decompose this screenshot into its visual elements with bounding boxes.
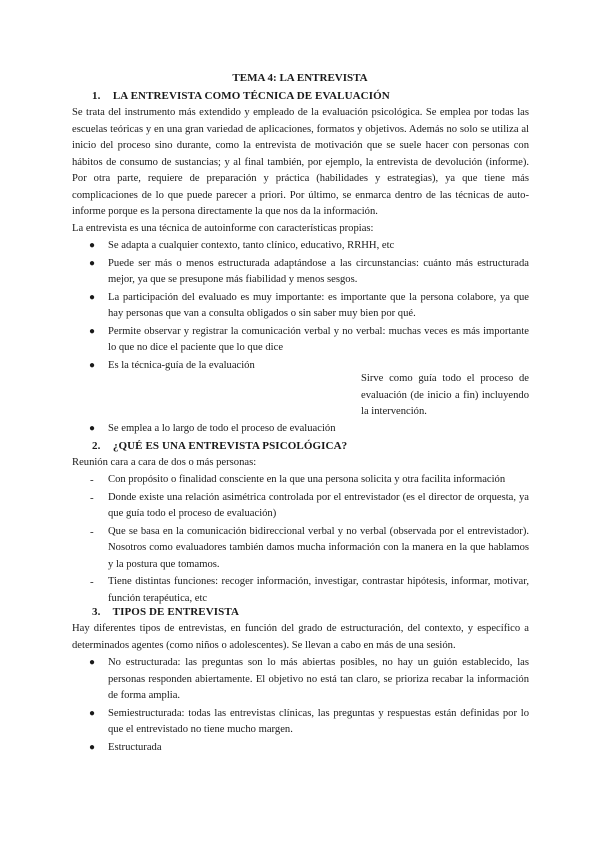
section-3-number: 3. [92, 606, 101, 618]
list-item: - Tiene distintas funciones: recoger información, investigar, contrastar hipótesis, informar, motivar, función terapéutica, etc [90, 576, 529, 604]
list-item: ● No estructurada: las preguntas son lo más abiertas posibles, no hay un guión establecido, las personas responden abiertamente. El objetivo no está tan claro, se prioriza recabar la información de forma amplia. [89, 657, 529, 701]
list-item: ● Se emplea a lo largo de todo el proceso de evaluación [72, 421, 529, 438]
list-item: ● Permite observar y registrar la comunicación verbal y no verbal: muchas veces es más importante lo que no dice el paciente que lo que dice [89, 325, 529, 353]
bullet-icon: ● [89, 657, 96, 668]
section-2-heading [92, 438, 347, 455]
dash-icon: - [90, 576, 94, 588]
section-2-intro: Reunión cara a cara de dos o más personas: [72, 457, 257, 468]
list-item: ● Semiestructurada: todas las entrevistas clínicas, las preguntas y respuestas están definidas por lo que el entrevistado no tiene mucho margen. [89, 707, 529, 735]
bullet-icon: ● [89, 741, 96, 753]
bullet-icon: ● [89, 240, 96, 251]
bullet-icon: ● [89, 359, 96, 371]
dash-icon: - [90, 474, 94, 486]
section-3-intro: Hay diferentes tipos de entrevistas, en función del grado de estructuración, del contexto, y específico a determinados agentes (como niños o adolescentes). Se llevan a cabo en más de una sesión. [72, 623, 529, 651]
section-2-number: 2. [92, 440, 101, 452]
bullet-icon: ● [89, 423, 96, 434]
section-1-title: LA ENTREVISTA COMO TÉCNICA DE EVALUACIÓN [112, 90, 390, 102]
list-item: ● La participación del evaluado es muy importante: es importante que la persona colabore, ya que hay personas que van a consulta obligados o sin saber muy bien por qué. [89, 291, 529, 319]
list-item: ● Estructurada [72, 740, 529, 757]
list-item: ● Es la técnica-guía de la evaluación [72, 358, 529, 375]
section-1-bullet-list [72, 238, 529, 374]
bullet-icon: ● [89, 707, 96, 719]
dash-icon: - [90, 491, 94, 504]
section-1-final-bullet [72, 421, 529, 438]
list-item: - Donde existe una relación asimétrica controlada por el entrevistador (es el director de orquesta, ya que guía todo el proceso de evaluación) [90, 491, 529, 519]
document-title: TEMA 4: LA ENTREVISTA [232, 72, 368, 84]
bullet-icon: ● [89, 291, 96, 303]
section-3-heading [92, 604, 239, 621]
section-2-title: ¿QUÉ ES UNA ENTREVISTA PSICOLÓGICA? [112, 440, 348, 452]
guide-sidenote: Sirve como guía todo el proceso de evaluación (de inicio a fin) incluyendo la intervención. [361, 373, 529, 417]
bullet-icon: ● [89, 325, 96, 337]
section-1-paragraph: Se trata del instrumento más extendido y empleado de la evaluación psicológica. Se emplea por todas las escuelas teóricas y en una gran variedad de aplicaciones, formatos y objetivos. Además no solo se utiliza al inicio del proceso sino durante, como la entrevista de motivación que se suele hacer con personas con hábitos de consumo de sustancias; y al final también, por ejemplo, la entrevista de devolución (informe). Por otra parte, requiere de preparación y práctica (habilidades y estrategias), ya que tiene más complicaciones de lo que puede parecer a priori. Por último, se enmarca dentro de las técnicas de auto-informe porque es la persona directamente la que nos da la información. [72, 107, 529, 217]
section-1-intro: La entrevista es una técnica de autoinforme con características propias: [72, 223, 374, 234]
list-item: ● Se adapta a cualquier contexto, tanto clínico, educativo, RRHH, etc [72, 238, 529, 255]
section-1-heading [92, 88, 390, 105]
bullet-icon: ● [89, 257, 96, 269]
section-3-bullet-list [72, 655, 529, 756]
section-1-number: 1. [92, 90, 101, 102]
list-item: - Que se basa en la comunicación bidireccional verbal y no verbal (observada por el entrevistador). Nosotros como evaluadores también damos mucha información con la manera en la que hablamos y la postura que tomamos. [90, 525, 529, 570]
section-2-dash-list [72, 472, 529, 607]
list-item: ● Puede ser más o menos estructurada adaptándose a las circunstancias: cuánto más estructurada mejor, ya que se presupone más fiabilidad y menos sesgos. [89, 257, 529, 285]
dash-icon: - [90, 525, 94, 538]
section-3-title: TIPOS DE ENTREVISTA [112, 606, 240, 618]
list-item: - Con propósito o finalidad consciente en la que una persona solicita y otra facilita información [72, 472, 529, 489]
